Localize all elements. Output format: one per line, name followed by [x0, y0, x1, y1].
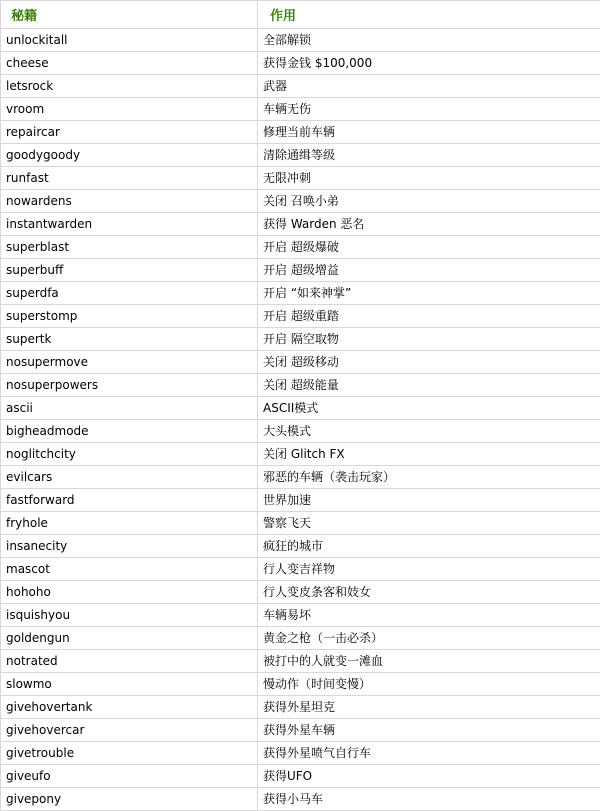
cheat-effect-cell: 疯狂的城市 — [258, 535, 600, 558]
cheat-effect-cell: 慢动作（时间变慢） — [258, 673, 600, 696]
cheat-effect-cell: 邪恶的车辆（袭击玩家） — [258, 466, 600, 489]
header-cheat-code: 秘籍 — [1, 1, 258, 29]
table-row — [1, 627, 600, 650]
cheat-code-cell: superdfa — [1, 282, 258, 305]
cheat-effect-cell: 获得外星车辆 — [258, 719, 600, 742]
cheat-code-cell: ascii — [1, 397, 258, 420]
cheat-effect-cell: 行人变皮条客和妓女 — [258, 581, 600, 604]
table-header-row — [1, 1, 600, 29]
cheat-code-cell: cheese — [1, 52, 258, 75]
table-row — [1, 305, 600, 328]
cheat-effect-cell: 开启 超级爆破 — [258, 236, 600, 259]
cheat-effect-cell: 警察飞天 — [258, 512, 600, 535]
cheat-effect-cell: 获得金钱 $100,000 — [258, 52, 600, 75]
cheat-code-cell: isquishyou — [1, 604, 258, 627]
table-row — [1, 719, 600, 742]
cheat-effect-cell: 开启 “如来神掌” — [258, 282, 600, 305]
table-row — [1, 190, 600, 213]
cheat-code-cell: goldengun — [1, 627, 258, 650]
cheat-effect-cell: 大头模式 — [258, 420, 600, 443]
table-row — [1, 788, 600, 811]
table-row — [1, 259, 600, 282]
table-row — [1, 75, 600, 98]
cheat-code-cell: noglitchcity — [1, 443, 258, 466]
table-row — [1, 98, 600, 121]
cheat-code-cell: notrated — [1, 650, 258, 673]
cheat-code-cell: slowmo — [1, 673, 258, 696]
table-row — [1, 581, 600, 604]
table-row — [1, 558, 600, 581]
table-row — [1, 328, 600, 351]
cheat-code-cell: nowardens — [1, 190, 258, 213]
cheat-effect-cell: 关闭 超级能量 — [258, 374, 600, 397]
table-row — [1, 742, 600, 765]
table-row — [1, 696, 600, 719]
cheat-code-cell: unlockitall — [1, 29, 258, 52]
cheat-effect-cell: 修理当前车辆 — [258, 121, 600, 144]
cheat-effect-cell: 获得小马车 — [258, 788, 600, 811]
cheat-code-cell: instantwarden — [1, 213, 258, 236]
cheat-effect-cell: ASCII模式 — [258, 397, 600, 420]
cheat-code-cell: giveufo — [1, 765, 258, 788]
cheat-effect-cell: 被打中的人就变一滩血 — [258, 650, 600, 673]
table-row — [1, 489, 600, 512]
cheat-table-body — [1, 29, 600, 811]
cheat-effect-cell: 车辆易坏 — [258, 604, 600, 627]
cheat-effect-cell: 关闭 Glitch FX — [258, 443, 600, 466]
cheat-effect-cell: 黄金之枪（一击必杀） — [258, 627, 600, 650]
table-row — [1, 604, 600, 627]
cheat-code-cell: nosuperpowers — [1, 374, 258, 397]
table-row — [1, 144, 600, 167]
table-row — [1, 236, 600, 259]
table-row — [1, 673, 600, 696]
cheat-code-cell: hohoho — [1, 581, 258, 604]
cheat-code-cell: repaircar — [1, 121, 258, 144]
table-row — [1, 397, 600, 420]
header-effect: 作用 — [258, 1, 600, 29]
cheat-effect-cell: 无限冲刺 — [258, 167, 600, 190]
cheat-code-cell: superblast — [1, 236, 258, 259]
table-row — [1, 443, 600, 466]
table-row — [1, 535, 600, 558]
cheat-code-cell: goodygoody — [1, 144, 258, 167]
cheat-code-cell: givehovercar — [1, 719, 258, 742]
cheat-effect-cell: 车辆无伤 — [258, 98, 600, 121]
cheat-code-cell: givehovertank — [1, 696, 258, 719]
table-row — [1, 466, 600, 489]
table-row — [1, 512, 600, 535]
table-row — [1, 650, 600, 673]
table-row — [1, 420, 600, 443]
cheat-effect-cell: 获得外星喷气自行车 — [258, 742, 600, 765]
table-row — [1, 52, 600, 75]
cheat-code-cell: superbuff — [1, 259, 258, 282]
cheat-effect-cell: 开启 隔空取物 — [258, 328, 600, 351]
table-row — [1, 29, 600, 52]
cheat-code-cell: givetrouble — [1, 742, 258, 765]
cheat-code-cell: supertk — [1, 328, 258, 351]
table-row — [1, 351, 600, 374]
cheat-effect-cell: 关闭 召唤小弟 — [258, 190, 600, 213]
cheat-effect-cell: 世界加速 — [258, 489, 600, 512]
cheat-code-cell: letsrock — [1, 75, 258, 98]
cheat-code-cell: mascot — [1, 558, 258, 581]
cheat-code-cell: vroom — [1, 98, 258, 121]
table-row — [1, 282, 600, 305]
cheat-effect-cell: 全部解锁 — [258, 29, 600, 52]
cheat-effect-cell: 开启 超级增益 — [258, 259, 600, 282]
table-row — [1, 167, 600, 190]
cheat-code-cell: superstomp — [1, 305, 258, 328]
cheat-effect-cell: 武器 — [258, 75, 600, 98]
table-row — [1, 374, 600, 397]
cheat-code-cell: givepony — [1, 788, 258, 811]
cheat-code-cell: bigheadmode — [1, 420, 258, 443]
cheat-effect-cell: 开启 超级重踏 — [258, 305, 600, 328]
table-row — [1, 213, 600, 236]
cheat-code-cell: insanecity — [1, 535, 258, 558]
cheat-effect-cell: 关闭 超级移动 — [258, 351, 600, 374]
cheat-code-cell: nosupermove — [1, 351, 258, 374]
cheat-code-cell: evilcars — [1, 466, 258, 489]
cheat-effect-cell: 获得外星坦克 — [258, 696, 600, 719]
table-row — [1, 765, 600, 788]
cheat-code-cell: fryhole — [1, 512, 258, 535]
cheat-effect-cell: 清除通缉等级 — [258, 144, 600, 167]
cheat-effect-cell: 获得 Warden 恶名 — [258, 213, 600, 236]
cheat-effect-cell: 获得UFO — [258, 765, 600, 788]
cheat-code-cell: runfast — [1, 167, 258, 190]
cheat-code-cell: fastforward — [1, 489, 258, 512]
cheat-effect-cell: 行人变吉祥物 — [258, 558, 600, 581]
table-row — [1, 121, 600, 144]
